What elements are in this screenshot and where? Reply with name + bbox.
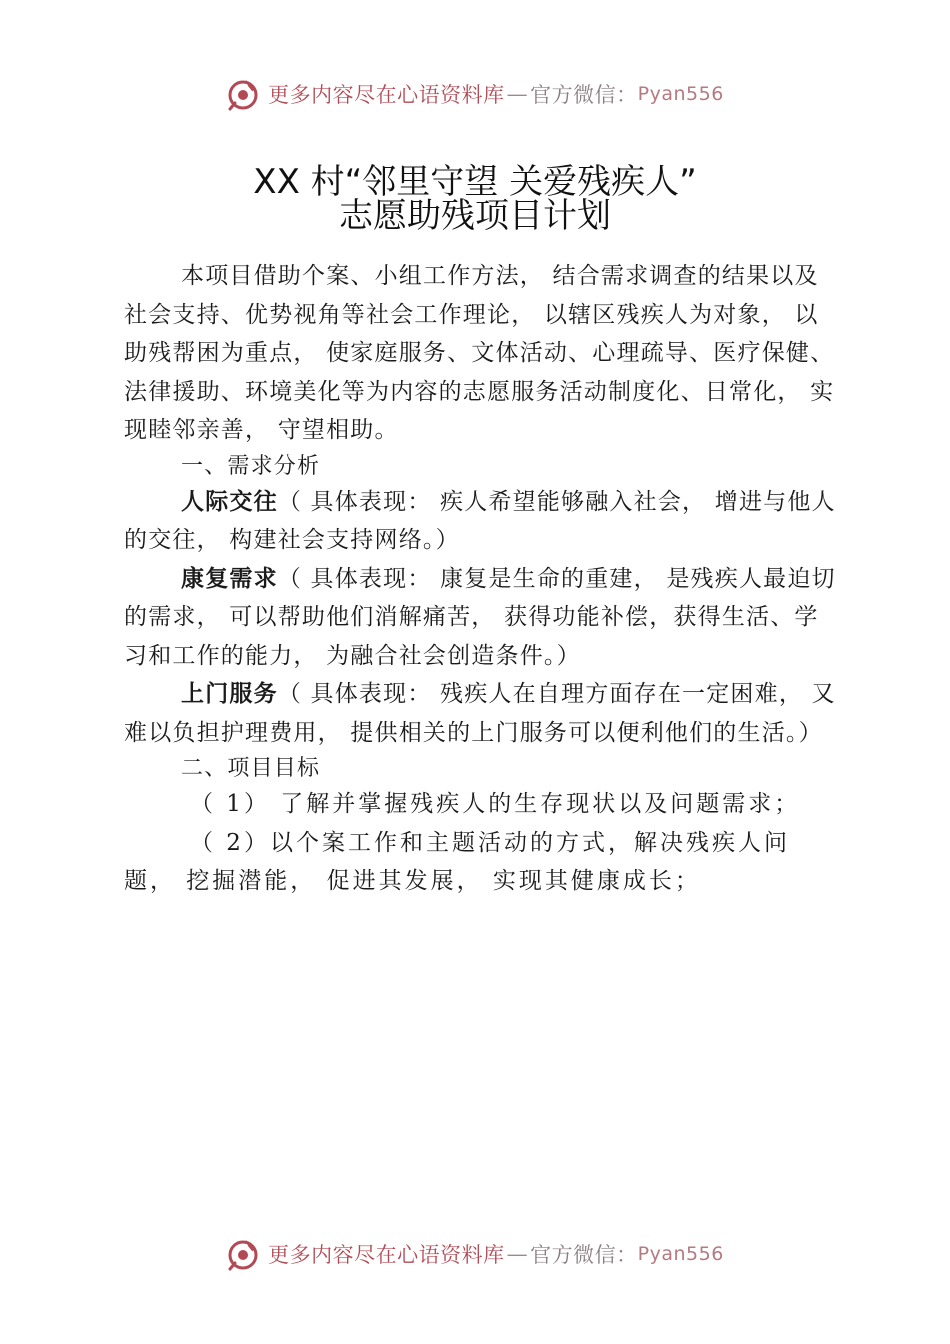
document-title-line1: XX 村“邻里守望 关爱残疾人” — [253, 162, 697, 202]
document-title-line2: 志愿助残项目计划 — [339, 196, 611, 236]
section-heading-needs: 一、需求分析 — [181, 453, 321, 479]
watermark-id: Pyan556 — [637, 83, 724, 105]
watermark-text: 更多内容尽在心语资料库 — [268, 1243, 505, 1267]
need-term: 上门服务 — [181, 681, 278, 707]
watermark-label: 官方微信： — [530, 83, 638, 107]
need-term: 康复需求 — [181, 565, 278, 592]
document-body — [124, 257, 836, 901]
watermark-footer — [0, 1232, 950, 1276]
goal-item-1: （ 1） 了解并掌握残疾人的生存现状以及问题需求； — [190, 791, 801, 817]
watermark-header — [0, 72, 950, 116]
brand-logo-icon — [226, 76, 262, 112]
need-item-social — [124, 483, 836, 560]
need-item-homeservice — [124, 675, 836, 752]
goal-item-2: （ 2）以个案工作和主题活动的方式，解决残疾人问题， 挖掘潜能， 促进其发展， 实现其健康成长； — [124, 829, 790, 894]
watermark-text: 更多内容尽在心语资料库 — [268, 83, 505, 107]
section-heading-goals: 二、项目目标 — [181, 756, 321, 781]
need-description: （ 具体表现： 残疾人在自理方面存在一定困难， 又难以负担护理费用， 提供相关的上门服务可以便利他们的生活。） — [124, 681, 836, 746]
need-description: （ 具体表现： 康复是生命的重建， 是残疾人最迫切的需求， 可以帮助他们消解痛苦， 获得功能补偿，获得生活、学习和工作的能力， 为融合社会创造条件。） — [124, 565, 836, 669]
watermark-dash: — — [506, 82, 529, 106]
watermark-dash: — — [506, 1242, 529, 1266]
brand-logo-icon — [226, 1236, 262, 1272]
watermark-id: Pyan556 — [637, 1243, 724, 1265]
need-item-rehab — [124, 560, 836, 676]
intro-paragraph: 本项目借助个案、小组工作方法， 结合需求调查的结果以及社会支持、优势视角等社会工作理论， 以辖区残疾人为对象， 以助残帮困为重点， 使家庭服务、文体活动、心理疏导、医疗保健、法律援助、环境美化等为内容的志愿服务活动制度化、日常化， 实现睦邻亲善， 守望相助。 — [124, 263, 835, 443]
need-term: 人际交往 — [181, 488, 278, 515]
watermark-label: 官方微信： — [530, 1243, 638, 1267]
need-description: （ 具体表现： 疾人希望能够融入社会， 增进与他人的交往， 构建社会支持网络。） — [124, 488, 836, 553]
